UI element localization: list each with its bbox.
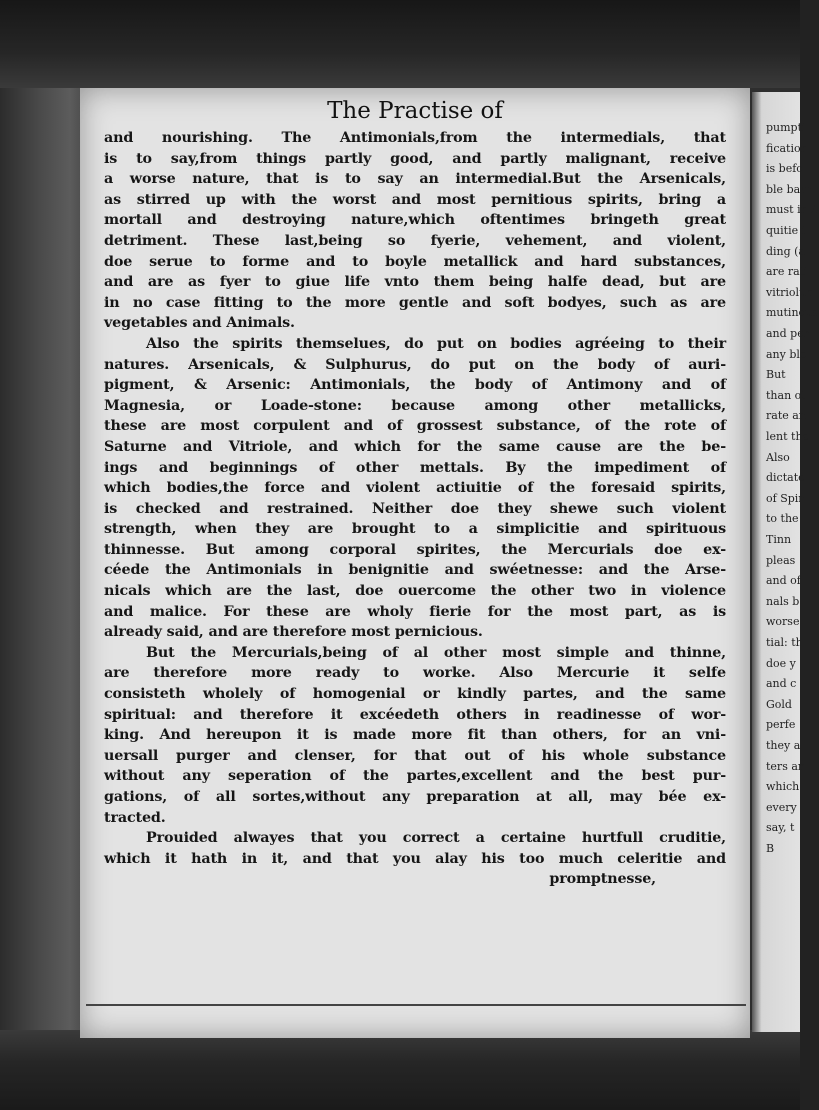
text-line: in no case fitting to the more gentle and soft bodyes, such as are [104,294,726,311]
facing-page-fragment: quitie i [766,224,806,237]
text-line: is to say,from things partly good, and partly malignant, receive [104,150,726,167]
text-line: is checked and restrained. Neither doe they shewe such violent [104,500,726,517]
facing-page-fragment: worse [766,615,800,629]
facing-page-fragment: B [766,842,775,855]
facing-page-fragment: are rati [766,265,808,279]
facing-page-fragment: mutinous [766,306,818,320]
text-line: pigment, & Arsenic: Antimonials, the body of Antimony and of [104,377,726,394]
text-line: are therefore more ready to worke. Also Mercurie it selfe [104,665,726,682]
text-line: doe serue to forme and to boyle metallick and hard substances, [104,253,726,270]
text-line: Also the spirits themselues, do put on bodies agréeing to their [146,335,726,352]
facing-page-fragment: and per [766,327,809,340]
text-line: spiritual: and therefore it excéedeth others in readinesse of wor- [104,706,726,723]
page-bottom-rule [86,1004,746,1006]
text-line: Magnesia, or Loade-stone: because among other metallicks, [104,397,726,414]
facing-page-fragment: and of [766,574,801,588]
scan-top-edge [0,0,800,88]
text-line: already said, and are therefore most pernicious. [104,624,483,641]
facing-page-fragment: Gold [766,697,792,711]
text-line: thinnesse. But among corporal spirites, the Mercurials doe ex- [104,541,726,558]
facing-page-fragment: pleas [766,553,796,567]
facing-page-fragment: pumpti [766,121,806,134]
text-line: these are most corpulent and of grossest substance, of the rote of [104,418,726,435]
facing-page-fragment: ters an [766,759,805,773]
text-line: as stirred up with the worst and most pernitious spirits, bring a [104,191,726,208]
text-line: and malice. For these are wholy fierie for the most part, as is [104,603,726,620]
facing-page-fragment: which [766,780,800,794]
text-line: a worse nature, that is to say an intermedial.But the Arsenicals, [104,171,726,188]
text-line: natures. Arsenicals, & Sulphurus, do put on the body of auri- [104,356,726,373]
body-text [104,128,726,890]
running-head: The Practise of [327,98,503,124]
facing-page-fragment: rate an [766,409,806,423]
text-line: which bodies,the force and violent actiuitie of the foresaid spirits, [104,480,726,497]
facing-page-fragment: is befo [766,162,803,176]
facing-page-fragment: Also [766,450,790,464]
facing-page-fragment: perfe [766,718,796,732]
facing-page-fragment: nals b [766,594,800,608]
text-line: céede the Antimonials in benignitie and swéetnesse: and the Arse- [104,562,726,579]
text-line: vegetables and Animals. [104,315,295,332]
text-line: consisteth wholely of homogenial or kindly partes, and the same [104,686,726,703]
facing-page-fragment: dictate [766,471,805,485]
text-line: detriment. These last,being so fyerie, vehement, and violent, [104,232,726,249]
text-line: But the Mercurials,being of al other most simple and thinne, [146,644,726,661]
facing-page-fragment: of Spir [766,491,804,505]
text-line: gations, of all sortes,without any preparation at all, may bée ex- [104,789,726,805]
facing-page-fragment: and c [766,677,797,691]
text-line: nicals which are the last, doe ouercome the other two in violence [104,583,726,600]
facing-page-fragment: Tinn [766,533,792,546]
facing-page-fragment: vitriolun [766,285,814,299]
text-line: which it hath in it, and that you alay his too much celeritie and [104,850,726,867]
text-line: mortall and destroying nature,which oftentimes bringeth great [104,212,726,229]
scan-bottom-edge [0,1030,800,1110]
facing-page-fragment: But [766,368,786,382]
facing-page-fragment: doe y [766,656,796,670]
text-line: tracted. [104,809,166,826]
text-line: king. And hereupon it is made more fit than others, for an vni- [104,727,726,744]
facing-page-fragment: ble barr [766,182,811,196]
text-line: ings and beginnings of other mettals. By the impediment of [104,459,726,476]
facing-page-fragment: to the [766,512,799,526]
facing-page-fragment: ding (a [766,244,806,258]
facing-page-fragment: any ble [766,347,807,361]
facing-page-fragment: than ot [766,388,806,402]
text-line: Prouided alwayes that you correct a certaine hurtfull cruditie, [146,830,726,847]
text-line: strength, when they are brought to a simplicitie and spirituous [104,521,726,538]
text-line: and are as fyer to giue life vnto them being halfe dead, but are [104,274,726,291]
facing-page-fragment: every [766,800,797,814]
text-line: promptnesse, [549,871,656,888]
facing-page-fragment: must in A [766,203,819,217]
facing-page-fragment: they a [766,739,801,752]
text-line: without any seperation of the partes,excellent and the best pur- [104,768,726,785]
text-line: and nourishing. The Antimonials,from the intermedials, that [104,130,726,146]
facing-page [752,92,819,1032]
facing-page-fragment: tial: th [766,636,803,649]
facing-page-fragment: lent the [766,430,810,443]
facing-page-fragment: say, t [766,821,795,835]
text-line: uersall purger and clenser, for that out of his whole substance [104,747,726,764]
facing-page-fragment: fication [766,141,808,155]
text-line: Saturne and Vitriole, and which for the same cause are the be- [104,438,726,455]
